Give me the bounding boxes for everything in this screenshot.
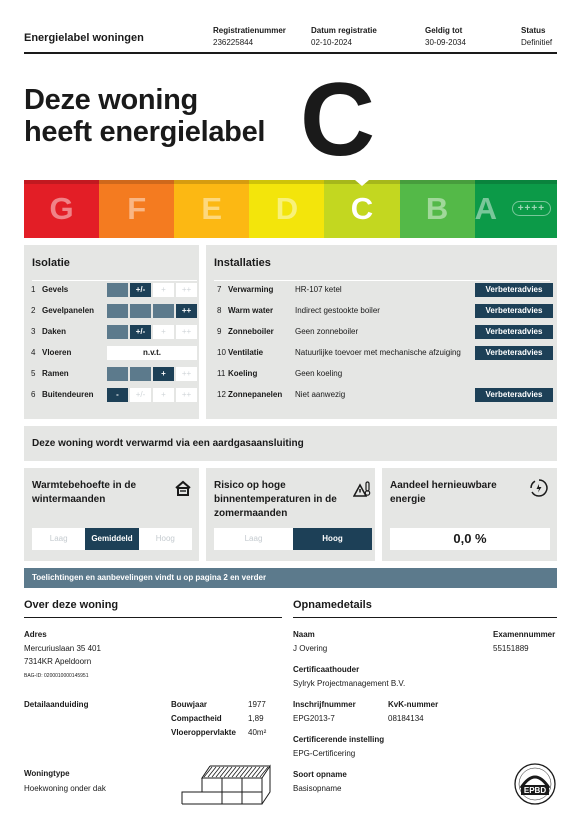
isolatie-row (31, 325, 196, 339)
adres-label: Adres (24, 630, 47, 639)
inschrijfnummer-label: Inschrijfnummer (293, 700, 356, 709)
row-label: Zonneboiler (228, 327, 274, 336)
opname-title: Opnamedetails (293, 599, 372, 611)
rating-cell: + (153, 283, 174, 297)
compactheid-value: 1,89 (248, 714, 264, 723)
row-label: Ventilatie (228, 348, 264, 357)
rating-cell (107, 283, 128, 297)
soort-opname-label: Soort opname (293, 770, 347, 779)
row-number: 8 (217, 306, 222, 315)
isolatie-title: Isolatie (32, 257, 70, 269)
installaties-rows (217, 283, 555, 413)
option-hoog: Hoog (155, 534, 175, 543)
segment-top (475, 180, 557, 184)
woningtype-label: Woningtype (24, 769, 70, 778)
row-number: 6 (31, 390, 36, 399)
rating-cell (107, 325, 128, 339)
row-value: Niet aanwezig (295, 390, 346, 399)
header-rule (24, 52, 557, 54)
option-laag: Laag (244, 534, 263, 543)
thermometer-warning-icon (353, 480, 371, 498)
document-title: Energielabel woningen (24, 32, 144, 44)
verbeteradvies-button[interactable]: Verbeteradvies (475, 325, 553, 339)
warmtebehoefte-scale (32, 528, 192, 550)
plus-indicator: ++++ (512, 201, 551, 216)
row-number: 5 (31, 369, 36, 378)
verbeteradvies-button[interactable]: Verbeteradvies (475, 346, 553, 360)
hernieuwbaar-panel (382, 468, 557, 561)
row-value: HR-107 ketel (295, 285, 342, 294)
label-e (174, 180, 249, 238)
epbd-logo (513, 762, 557, 806)
segment-top (249, 180, 324, 184)
rating-cell: + (153, 325, 174, 339)
detailaanduiding-label: Detailaanduiding (24, 700, 89, 709)
label-letter: C (350, 191, 374, 226)
vloeroppervlakte-label: Vloeroppervlakte (171, 728, 236, 737)
divider (293, 617, 557, 618)
geldig-tot: Geldig tot 30-09-2034 (425, 26, 466, 47)
row-label: Zonnepanelen (228, 390, 283, 399)
row-label: Daken (42, 327, 67, 336)
label-letter: B (425, 191, 449, 226)
rating-cell (107, 304, 128, 318)
rating-cells (107, 283, 199, 297)
row-label: Vloeren (42, 348, 72, 357)
row-number: 3 (31, 327, 36, 336)
compactheid-label: Compactheid (171, 714, 222, 723)
verbeteradvies-button[interactable]: Verbeteradvies (475, 388, 553, 402)
label-a (475, 180, 557, 238)
row-label: Gevels (42, 285, 69, 294)
rating-cells (107, 367, 199, 381)
divider (32, 280, 197, 281)
rating-cell: +/- (130, 283, 151, 297)
row-label: Koeling (228, 369, 258, 378)
datum-registratie: Datum registratie 02-10-2024 (311, 26, 377, 47)
row-number: 11 (217, 369, 226, 378)
segment-top (174, 180, 249, 184)
status: Status Definitief (521, 26, 553, 47)
row-value: Geen koeling (295, 369, 343, 378)
label-letter: G (49, 191, 74, 226)
rating-cell: +/- (130, 388, 151, 402)
option-laag: Laag (49, 534, 68, 543)
rating-cell: ++ (176, 388, 197, 402)
vloeroppervlakte-value: 40m² (248, 728, 267, 737)
examennummer-label: Examennummer (493, 630, 556, 639)
label-g (24, 180, 99, 238)
rating-cell: - (107, 388, 128, 402)
isolatie-row (31, 388, 196, 402)
divider (24, 617, 282, 618)
label-letter: E (201, 191, 223, 226)
row-number: 4 (31, 348, 36, 357)
examennummer-value: 55151889 (493, 644, 529, 653)
soort-opname-value: Basisopname (293, 784, 342, 793)
row-value: Indirect gestookte boiler (295, 306, 380, 315)
certificaathouder-label: Certificaathouder (293, 665, 360, 674)
installatie-row (217, 346, 555, 360)
rating-cell (153, 304, 174, 318)
naam-value: J Overing (293, 644, 328, 653)
rating-cell: + (153, 367, 174, 381)
isolatie-row (31, 367, 196, 381)
warmtebehoefte-panel (24, 468, 199, 561)
rating-cell: ++ (176, 304, 197, 318)
rating-cells (107, 346, 197, 360)
house-icon (175, 480, 191, 496)
hernieuwbaar-value: 0,0 % (390, 528, 550, 550)
row-number: 10 (217, 348, 226, 357)
row-label: Buitendeuren (42, 390, 94, 399)
over-title: Over deze woning (24, 599, 119, 611)
row-label: Verwarming (228, 285, 274, 294)
row-label: Gevelpanelen (42, 306, 95, 315)
label-f (99, 180, 174, 238)
rating-cell: ++ (176, 367, 197, 381)
label-letter: F (127, 191, 147, 226)
risico-panel (206, 468, 375, 561)
adres-line1: Mercuriuslaan 35 401 (24, 644, 101, 653)
naam-label: Naam (293, 630, 315, 639)
isolatie-row (31, 304, 196, 318)
adres-line2: 7314KR Apeldoorn (24, 657, 92, 666)
isolatie-row (31, 346, 196, 360)
rating-cells (107, 325, 199, 339)
isolatie-row (31, 283, 196, 297)
row-value: Natuurlijke toevoer met mechanische afzuiging (295, 348, 461, 357)
registratienummer: Registratienummer 236225844 (213, 26, 286, 47)
warmtebehoefte-title: Warmtebehoefte in de wintermaanden (32, 480, 137, 505)
isolatie-rows (31, 283, 196, 413)
rating-cell: ++ (176, 325, 197, 339)
verwarming-text: Deze woning wordt verwarmd via een aardgasaansluiting (32, 438, 304, 449)
rating-value: n.v.t. (107, 346, 197, 360)
headline: Deze woning heeft energielabel (24, 84, 266, 148)
energy-label-letter: C (300, 62, 376, 178)
isolatie-panel (24, 245, 199, 419)
rating-cell (107, 367, 128, 381)
installatie-row (217, 325, 555, 339)
certificerende-instelling-value: EPG-Certificering (293, 749, 356, 758)
divider (214, 280, 550, 281)
label-letter: A (474, 191, 498, 226)
inschrijfnummer-value: EPG2013-7 (293, 714, 335, 723)
installatie-row (217, 388, 555, 402)
certificaathouder-value: Sylryk Projectmanagement B.V. (293, 679, 406, 688)
verbeteradvies-button[interactable]: Verbeteradvies (475, 283, 553, 297)
rating-cell (130, 367, 151, 381)
toelichting-banner: Toelichtingen en aanbevelingen vindt u op pagina 2 en verder (24, 568, 557, 588)
row-number: 9 (217, 327, 222, 336)
segment-top (24, 180, 99, 184)
rating-cells (107, 304, 199, 318)
installatie-row (217, 304, 555, 318)
rating-cell: +/- (130, 325, 151, 339)
bag-id: BAG-ID: 0200010000145951 (24, 673, 89, 679)
option-hoog: Hoog (293, 528, 372, 550)
installaties-panel (206, 245, 557, 419)
bouwjaar-value: 1977 (248, 700, 266, 709)
label-b (400, 180, 475, 238)
row-label: Warm water (228, 306, 274, 315)
option-gemiddeld: Gemiddeld (85, 528, 138, 550)
segment-top (400, 180, 475, 184)
woningtype-value: Hoekwoning onder dak (24, 784, 106, 793)
recycle-energy-icon (529, 478, 549, 498)
rating-cell: + (153, 388, 174, 402)
hernieuwbaar-title: Aandeel hernieuwbare energie (390, 480, 497, 505)
row-value: Geen zonneboiler (295, 327, 359, 336)
row-number: 2 (31, 306, 36, 315)
rating-cell (130, 304, 151, 318)
installaties-title: Installaties (214, 257, 271, 269)
label-letter: D (275, 191, 299, 226)
row-number: 1 (31, 285, 36, 294)
kvk-value: 08184134 (388, 714, 424, 723)
installatie-row (217, 283, 555, 297)
row-label: Ramen (42, 369, 69, 378)
selected-marker (355, 180, 369, 186)
label-c (324, 180, 399, 238)
kvk-label: KvK-nummer (388, 700, 439, 709)
building-icon (180, 760, 275, 806)
certificerende-instelling-label: Certificerende instelling (293, 735, 385, 744)
risico-title: Risico op hoge binnentemperaturen in de zomermaanden (214, 480, 337, 519)
segment-top (99, 180, 174, 184)
bouwjaar-label: Bouwjaar (171, 700, 208, 709)
svg-text:EPBD: EPBD (523, 786, 547, 795)
verwarming-banner (24, 426, 557, 461)
energy-label-scale (24, 180, 557, 238)
verbeteradvies-button[interactable]: Verbeteradvies (475, 304, 553, 318)
rating-cells (107, 388, 199, 402)
row-number: 12 (217, 390, 226, 399)
row-number: 7 (217, 285, 222, 294)
label-d (249, 180, 324, 238)
risico-scale (214, 528, 372, 550)
installatie-row (217, 367, 555, 381)
rating-cell: ++ (176, 283, 197, 297)
